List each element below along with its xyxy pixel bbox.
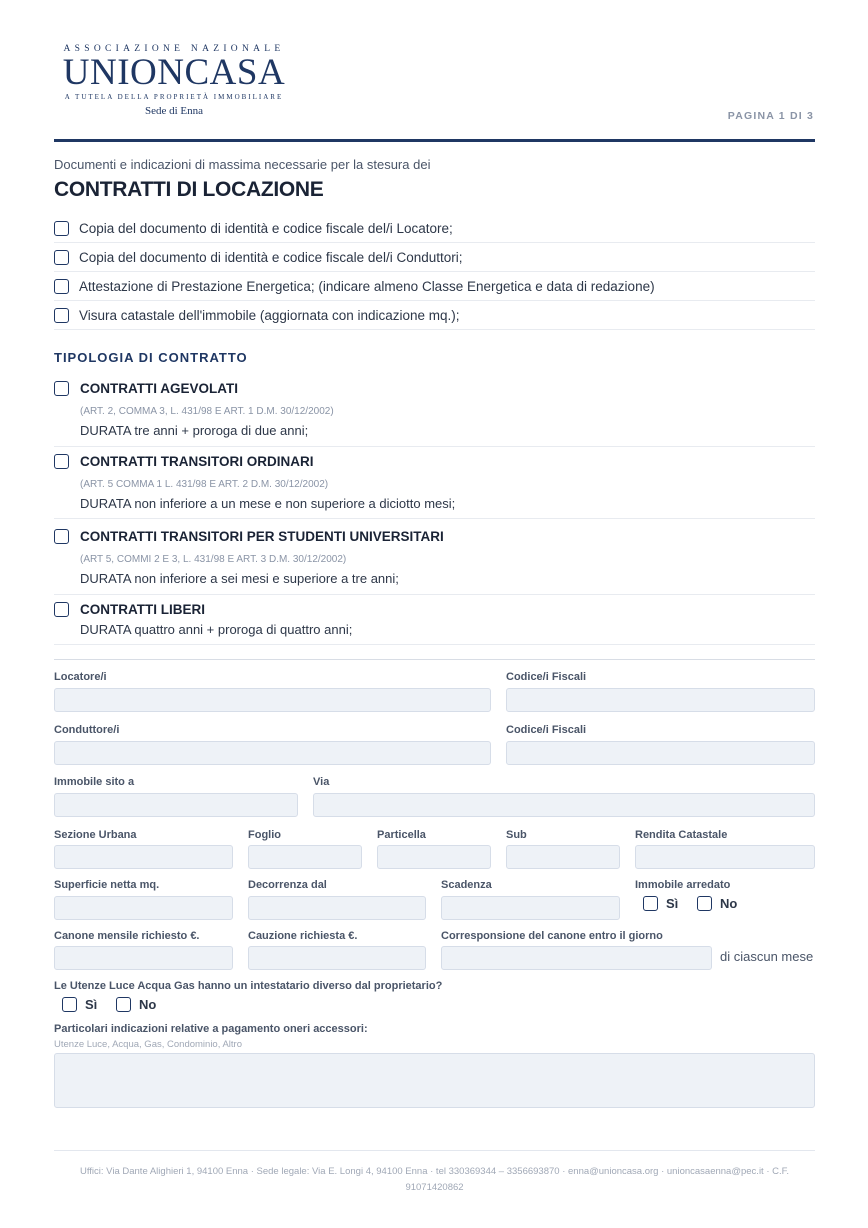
document-item xyxy=(54,243,815,272)
corresponsione-label: Corresponsione del canone entro il giorno xyxy=(441,930,663,942)
contract-duration: DURATA non inferiore a sei mesi e superiore a tre anni; xyxy=(80,571,399,586)
footer-rule xyxy=(54,1150,815,1151)
particella-label: Particella xyxy=(377,829,426,841)
documents-checklist xyxy=(54,214,815,330)
sezione-urbana-input[interactable] xyxy=(54,845,233,869)
document-item xyxy=(54,272,815,301)
locatore-input[interactable] xyxy=(54,688,491,712)
contract-checkbox[interactable] xyxy=(54,529,69,544)
contract-duration: DURATA non inferiore a un mese e non superiore a diciotto mesi; xyxy=(80,496,456,511)
contract-checkbox[interactable] xyxy=(54,381,69,396)
conduttore-label: Conduttore/i xyxy=(54,724,120,736)
document-checkbox[interactable] xyxy=(54,279,69,294)
foglio-input[interactable] xyxy=(248,845,362,869)
oneri-hint: Utenze Luce, Acqua, Gas, Condominio, Altro xyxy=(54,1039,242,1050)
page-subtitle: Documenti e indicazioni di massima necessarie per la stesura dei xyxy=(54,157,431,172)
page-number: PAGINA 1 DI 3 xyxy=(727,110,814,122)
logo-tagline: A TUTELA DELLA PROPRIETÀ IMMOBILIARE xyxy=(64,93,284,101)
codice-fiscale-locatore-input[interactable] xyxy=(506,688,815,712)
arredato-no-option[interactable] xyxy=(697,896,737,911)
decorrenza-input[interactable] xyxy=(248,896,426,920)
sub-label: Sub xyxy=(506,829,527,841)
contract-duration: DURATA tre anni + proroga di due anni; xyxy=(80,423,309,438)
logo-assoc-line: ASSOCIAZIONE NAZIONALE xyxy=(63,44,285,54)
superficie-input[interactable] xyxy=(54,896,233,920)
contract-title: CONTRATTI LIBERI xyxy=(80,602,205,617)
codice-fiscale-locatore-label: Codice/i Fiscali xyxy=(506,671,587,683)
superficie-label: Superficie netta mq. xyxy=(54,879,160,891)
canone-label: Canone mensile richiesto €. xyxy=(54,930,200,942)
contract-reference: (ART 5, COMMI 2 E 3, L. 431/98 E ART. 3 D.M. 30/12/2002) xyxy=(80,554,347,565)
oneri-textarea[interactable] xyxy=(54,1053,815,1108)
utenze-question: Le Utenze Luce Acqua Gas hanno un intestatario diverso dal proprietario? xyxy=(54,980,443,992)
document-checkbox[interactable] xyxy=(54,308,69,323)
logo-sede: Sede di Enna xyxy=(144,105,204,117)
document-label: Visura catastale dell'immobile (aggiornata con indicazione mq.); xyxy=(79,307,460,323)
utenze-si-label: Sì xyxy=(85,997,98,1012)
document-item xyxy=(54,214,815,243)
conduttore-input[interactable] xyxy=(54,741,491,765)
contract-transitori-ordinari xyxy=(54,454,815,519)
canone-input[interactable] xyxy=(54,946,233,970)
contract-reference: (ART. 5 COMMA 1 L. 431/98 E ART. 2 D.M. 30/12/2002) xyxy=(80,479,329,490)
contract-agevolati xyxy=(54,381,815,447)
scadenza-input[interactable] xyxy=(441,896,620,920)
footer-contacts: Uffici: Via Dante Alighieri 1, 94100 Enna · Sede legale: Via E. Longi 4, 94100 Enna · tel 330369344 – 3356693870 · enna@unioncasa.org · unioncasaenna@pec.it · C.F. 91071420862 xyxy=(79,1166,790,1193)
arredato-si-label: Sì xyxy=(666,896,679,911)
utenze-si-option[interactable] xyxy=(62,997,97,1012)
codice-fiscale-conduttore-label: Codice/i Fiscali xyxy=(506,724,587,736)
cauzione-input[interactable] xyxy=(248,946,426,970)
arredato-no-checkbox[interactable] xyxy=(697,896,712,911)
utenze-si-checkbox[interactable] xyxy=(62,997,77,1012)
di-ciascun-mese-text: di ciascun mese xyxy=(720,949,814,964)
sezione-urbana-label: Sezione Urbana xyxy=(54,829,137,841)
page-title: CONTRATTI DI LOCAZIONE xyxy=(54,178,324,201)
utenze-no-checkbox[interactable] xyxy=(116,997,131,1012)
unioncasa-logo xyxy=(56,44,292,117)
contract-title: CONTRATTI TRANSITORI ORDINARI xyxy=(80,454,314,469)
header-rule xyxy=(54,139,815,142)
contract-title: CONTRATTI TRANSITORI PER STUDENTI UNIVERSITARI xyxy=(80,529,444,544)
decorrenza-label: Decorrenza dal xyxy=(248,879,327,891)
contract-reference: (ART. 2, COMMA 3, L. 431/98 E ART. 1 D.M. 30/12/2002) xyxy=(80,406,334,417)
particella-input[interactable] xyxy=(377,845,491,869)
utenze-no-option[interactable] xyxy=(116,997,156,1012)
corresponsione-input[interactable] xyxy=(441,946,712,970)
via-input[interactable] xyxy=(313,793,815,817)
contract-checkbox[interactable] xyxy=(54,602,69,617)
sub-input[interactable] xyxy=(506,845,620,869)
document-label: Attestazione di Prestazione Energetica; (indicare almeno Classe Energetica e data di redazione) xyxy=(79,278,655,294)
document-label: Copia del documento di identità e codice fiscale del/i Locatore; xyxy=(79,220,453,236)
locatore-label: Locatore/i xyxy=(54,671,107,683)
utenze-no-label: No xyxy=(139,997,157,1012)
document-label: Copia del documento di identità e codice fiscale del/i Conduttori; xyxy=(79,249,463,265)
cauzione-label: Cauzione richiesta €. xyxy=(248,930,358,942)
oneri-label: Particolari indicazioni relative a pagamento oneri accessori: xyxy=(54,1023,368,1035)
foglio-label: Foglio xyxy=(248,829,281,841)
contract-title: CONTRATTI AGEVOLATI xyxy=(80,381,238,396)
document-item xyxy=(54,301,815,330)
arredato-si-option[interactable] xyxy=(643,896,678,911)
contract-duration: DURATA quattro anni + proroga di quattro anni; xyxy=(80,622,353,637)
logo-brand: UNIONCASA xyxy=(62,52,286,93)
immobile-sito-label: Immobile sito a xyxy=(54,776,135,788)
contract-liberi xyxy=(54,602,815,645)
contract-transitori-studenti xyxy=(54,529,815,595)
immobile-arredato-label: Immobile arredato xyxy=(635,879,731,891)
document-checkbox[interactable] xyxy=(54,250,69,265)
contract-checkbox[interactable] xyxy=(54,454,69,469)
section-divider xyxy=(54,659,815,660)
document-checkbox[interactable] xyxy=(54,221,69,236)
via-label: Via xyxy=(313,776,330,788)
scadenza-label: Scadenza xyxy=(441,879,492,891)
rendita-catastale-input[interactable] xyxy=(635,845,815,869)
arredato-no-label: No xyxy=(720,896,738,911)
rendita-catastale-label: Rendita Catastale xyxy=(635,829,728,841)
codice-fiscale-conduttore-input[interactable] xyxy=(506,741,815,765)
tipologia-heading: TIPOLOGIA DI CONTRATTO xyxy=(54,350,248,365)
arredato-si-checkbox[interactable] xyxy=(643,896,658,911)
immobile-sito-input[interactable] xyxy=(54,793,298,817)
